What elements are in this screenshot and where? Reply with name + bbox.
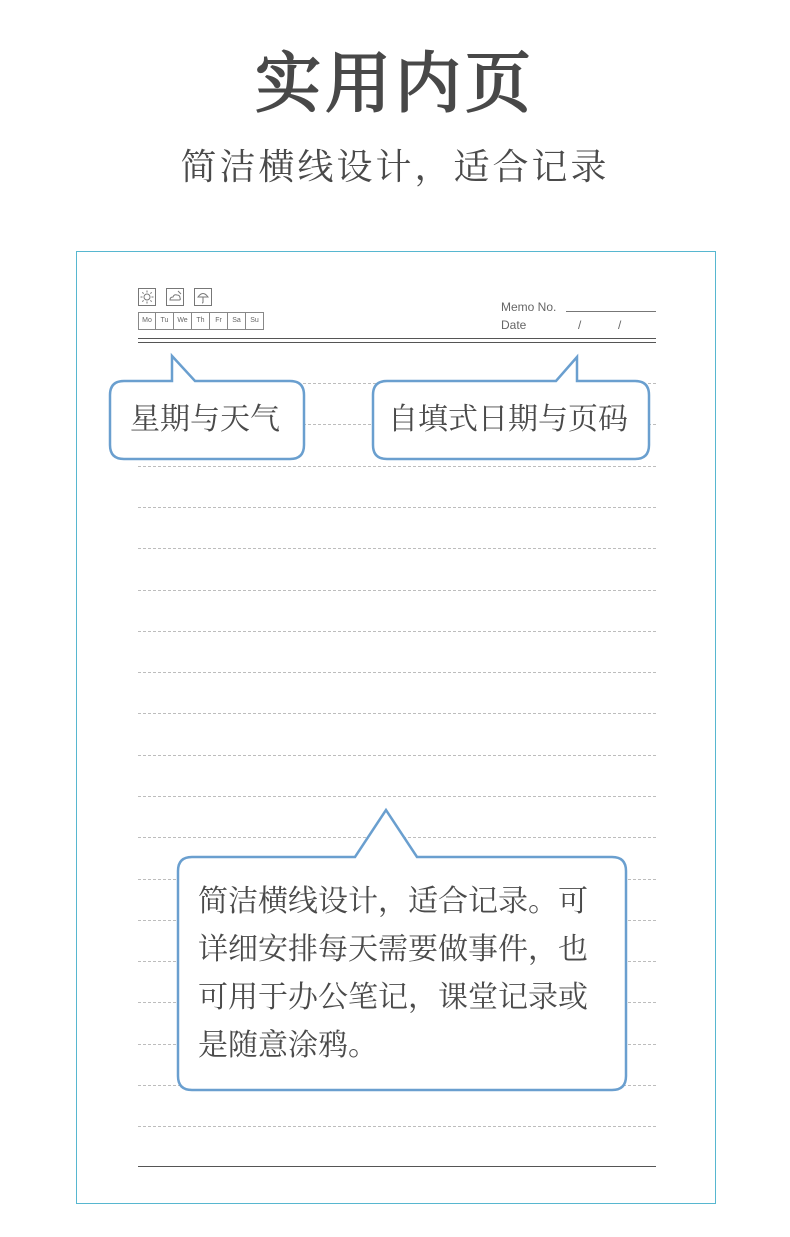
weekday-box: Mo — [138, 312, 156, 330]
weekday-box: Th — [192, 312, 210, 330]
date-separator: / — [618, 318, 622, 332]
memo-number-label: Memo No. — [501, 300, 557, 314]
weekday-box: Fr — [210, 312, 228, 330]
weekday-weather-callout-text: 星期与天气 — [130, 402, 280, 437]
date-page-callout-text: 自填式日期与页码 — [388, 402, 628, 437]
weekday-box: Tu — [156, 312, 174, 330]
description-callout-text — [198, 878, 618, 1070]
description-line: 详细安排每天需要做事件，也 — [198, 932, 588, 967]
description-line: 是随意涂鸦。 — [198, 1028, 378, 1063]
description-line: 简洁横线设计，适合记录。可 — [198, 884, 588, 919]
weekday-box: Sa — [228, 312, 246, 330]
date-label: Date — [501, 318, 527, 332]
description-line: 可用于办公笔记，课堂记录或 — [198, 980, 588, 1015]
page-title: 实用内页 — [255, 45, 535, 122]
weekday-box: We — [174, 312, 192, 330]
weekday-box: Su — [246, 312, 264, 330]
page-subtitle: 简洁横线设计，适合记录 — [180, 147, 610, 188]
date-separator: / — [578, 318, 582, 332]
